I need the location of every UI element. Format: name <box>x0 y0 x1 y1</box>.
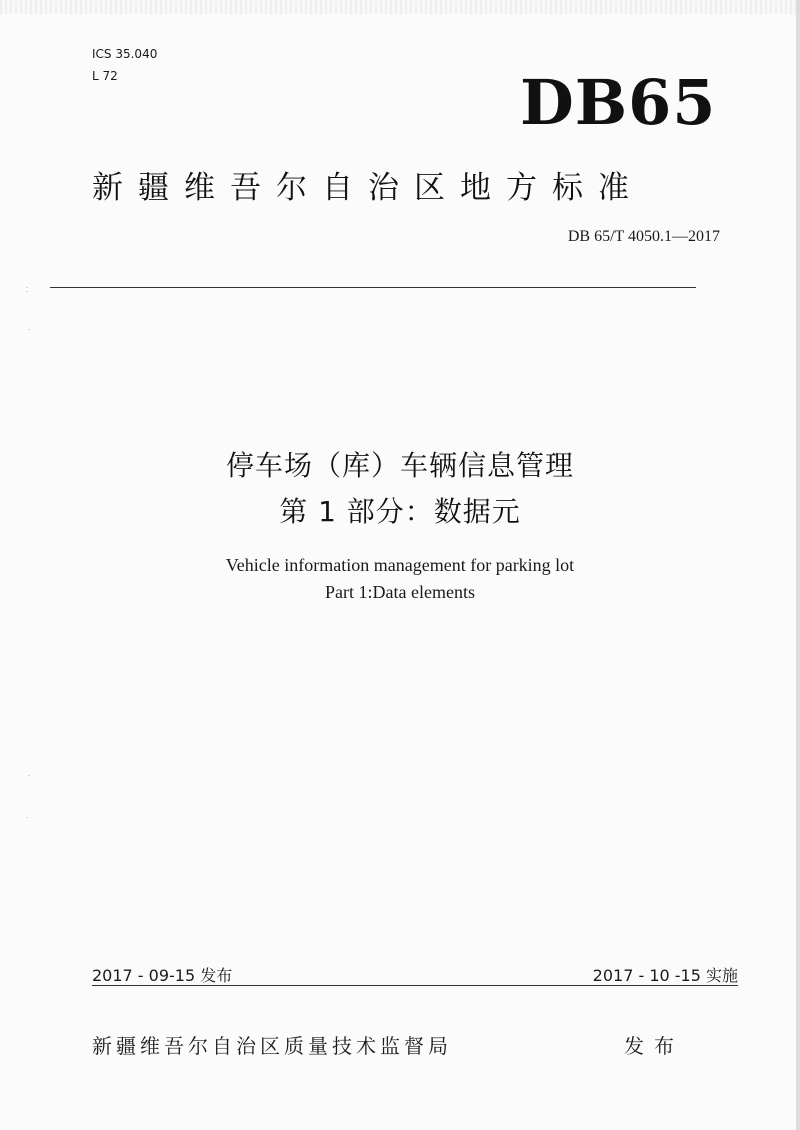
standard-code: DB 65/T 4050.1—2017 <box>567 228 720 245</box>
ics-code: ICS 35.040 <box>92 47 158 61</box>
document-title-en-line2: Part 1:Data elements <box>325 582 475 602</box>
bottom-divider <box>92 985 738 986</box>
classification-code: L 72 <box>92 69 118 83</box>
scan-speck: · <box>28 326 31 334</box>
scan-speck: · <box>28 772 31 780</box>
scan-speck: ⁚ <box>26 286 29 294</box>
publisher-name: 新疆维吾尔自治区质量技术监督局 <box>92 1034 452 1058</box>
publish-label: 发布 <box>624 1034 684 1058</box>
document-title-en-line1: Vehicle information management for parking lot <box>225 555 575 575</box>
standard-type-title: 新疆维吾尔自治区地方标准 <box>92 170 644 206</box>
document-title-zh-line1: 停车场（库）车辆信息管理 <box>225 449 574 482</box>
scan-top-edge <box>0 0 800 14</box>
scan-speck: · <box>26 814 29 822</box>
standard-logo: DB65 <box>520 66 717 139</box>
top-divider <box>50 287 696 288</box>
document-title-zh-line2: 第 1 部分：数据元 <box>279 495 521 528</box>
implementation-date: 2017 - 10 -15 实施 <box>592 966 738 985</box>
issue-date: 2017 - 09-15 发布 <box>92 966 233 985</box>
